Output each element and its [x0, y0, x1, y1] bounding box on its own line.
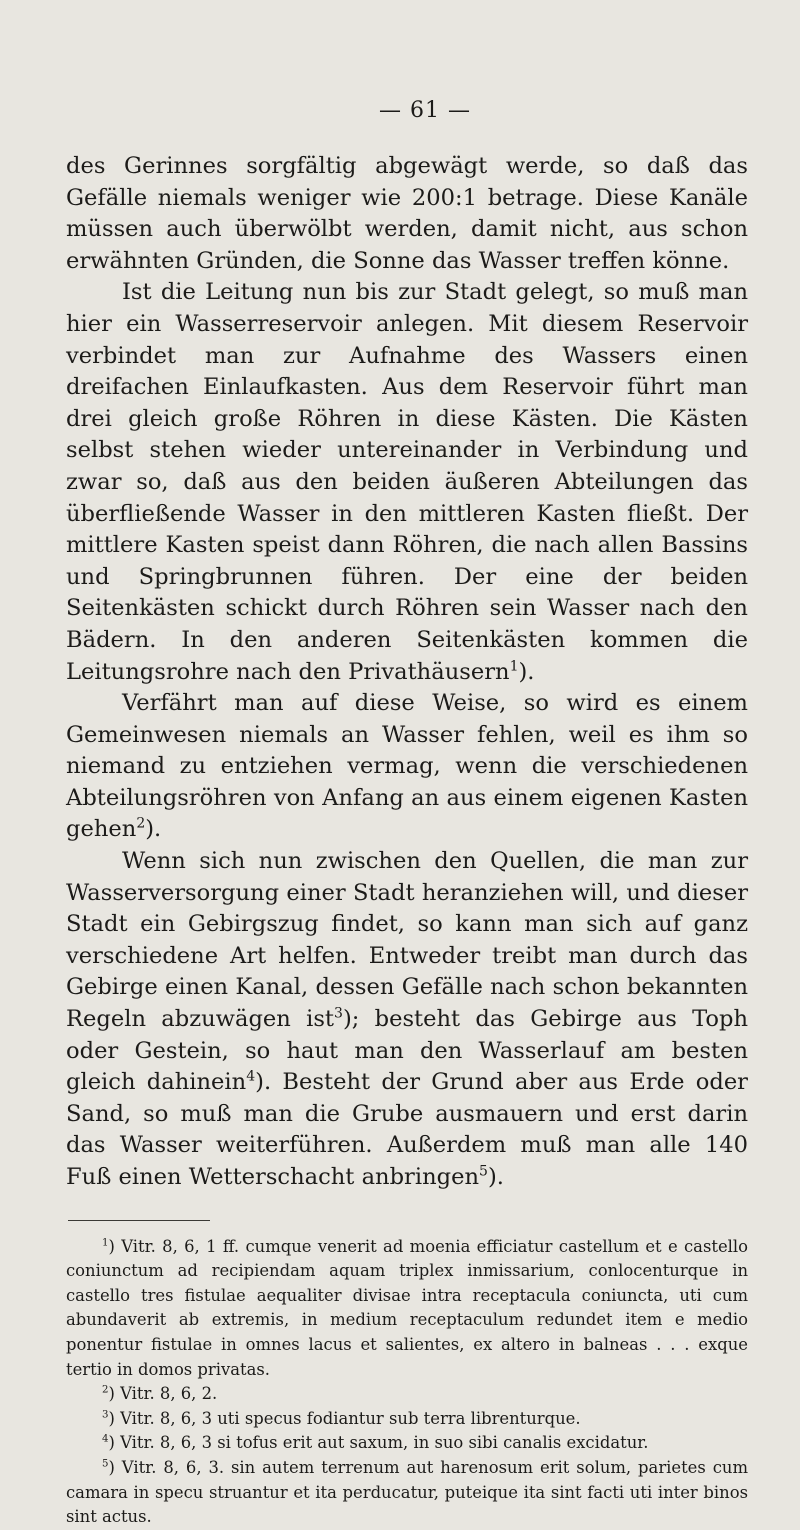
footnote-ref-4[interactable]: 4	[246, 1068, 256, 1085]
paragraph-4-text: Wenn sich nun zwischen den Quellen, die man zur Wasserversorgung einer Stadt heranziehen will, und dieser Stadt ein Gebirgszug findet, so kann man sich auf ganz verschiedene Art helfen. Entweder treibt man durch das Gebirge einen Kanal, dessen Gefälle nach schon bekannten Regeln abzuwägen ist	[66, 848, 748, 1033]
paragraph-4	[66, 846, 748, 1194]
footnote-text: ) Vitr. 8, 6, 3 si tofus erit aut saxum, in suo sibi canalis excidatur.	[108, 1433, 649, 1453]
paragraph-3	[66, 688, 748, 846]
footnote-text: ) Vitr. 8, 6, 3. sin autem terrenum aut harenosum erit solum, parietes cum camara in specu struantur et ita perducatur, puteique ita sint facti uti inter binos sint actus.	[66, 1457, 748, 1527]
footnote-mark: 5	[102, 1458, 109, 1470]
paragraph-1-text: des Gerinnes sorgfältig abgewägt werde, so daß das Gefälle niemals weniger wie 200:1 betrage. Diese Kanäle müssen auch überwölbt werden, damit nicht, aus schon erwähnten Gründen, die Sonne das Wasser treffen könne.	[66, 153, 748, 274]
footnote-mark: 1	[102, 1237, 109, 1249]
paragraph-2	[66, 277, 748, 688]
footnote-4	[66, 1431, 748, 1456]
main-text	[66, 151, 748, 1194]
paragraph-2-tail: ).	[518, 658, 535, 685]
footnote-mark: 2	[102, 1384, 109, 1396]
footnote-5	[66, 1456, 748, 1530]
footnote-ref-3[interactable]: 3	[334, 1005, 343, 1022]
paragraph-3-tail: ).	[145, 816, 162, 843]
footnote-divider	[68, 1220, 210, 1221]
paragraph-1	[66, 151, 748, 277]
paragraph-4-tail-2: ). Besteht der Grund aber aus Erde oder Sand, so muß man die Grube ausmauern und erst darin das Wasser weiterführen. Außerdem muß man alle 140 Fuß einen Wetterschacht anbringen	[66, 1069, 748, 1190]
footnote-3	[66, 1407, 748, 1432]
footnote-mark: 4	[102, 1433, 109, 1445]
footnote-text: ) Vitr. 8, 6, 2.	[108, 1384, 218, 1404]
footnotes	[66, 1235, 748, 1530]
page-number: — 61 —	[379, 98, 471, 123]
footnote-ref-1[interactable]: 1	[509, 657, 519, 674]
paragraph-4-tail-3: ).	[487, 1164, 504, 1190]
footnote-1	[66, 1235, 748, 1383]
footnote-ref-5[interactable]: 5	[479, 1163, 488, 1180]
footnote-mark: 3	[102, 1409, 109, 1421]
footnote-text: ) Vitr. 8, 6, 1 ff. cumque venerit ad moenia efficiatur castellum et e castello coniunctum ad recipiendam aquam triplex inmissarium, conlocenturque in castello tres fistulae aequaliter divisae intra receptacula coniuncta, uti cum abundaverit ab extremis, in medium receptaculum redundet item e medio ponentur fistulae in omnes lacus et salientes, ex altero in balneas . . . exque tertio in domos privatas.	[66, 1236, 748, 1379]
paragraph-2-text: Ist die Leitung nun bis zur Stadt gelegt, so muß man hier ein Wasserreservoir anlegen. Mit diesem Reservoir verbindet man zur Aufnahme des Wassers einen dreifachen Einlaufkasten. Aus dem Reservoir führt man drei gleich große Röhren in diese Kästen. Die Kästen selbst stehen wieder untereinander in Verbindung und zwar so, daß aus den beiden äußeren Abteilungen das überfließende Wasser in den mittleren Kasten fließt. Der mittlere Kasten speist dann Röhren, die nach allen Bassins und Springbrunnen führen. Der eine der beiden Seitenkästen schickt durch Röhren sein Wasser nach den Bädern. In den anderen Seitenkästen kommen die Leitungsrohre nach den Privathäusern	[66, 279, 748, 685]
paragraph-3-text: Verfährt man auf diese Weise, so wird es einem Gemeinwesen niemals an Wasser fehlen, weil es ihm so niemand zu entziehen vermag, wenn die verschiedenen Abteilungsröhren von Anfang an aus einem eigenen Kasten gehen	[66, 690, 748, 843]
footnote-ref-2[interactable]: 2	[136, 815, 146, 832]
paragraph-4-tail: ); besteht das Gebirge aus Toph oder Gestein, so haut man den Wasserlauf am besten gleich dahinein	[66, 1006, 749, 1096]
footnote-text: ) Vitr. 8, 6, 3 uti specus fodiantur sub terra librenturque.	[108, 1408, 581, 1428]
footnote-2	[66, 1382, 748, 1407]
